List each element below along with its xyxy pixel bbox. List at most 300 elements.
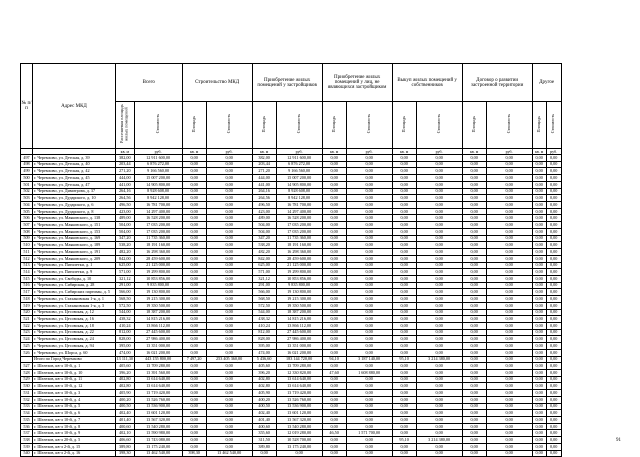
row-value: 0,00: [206, 343, 252, 350]
row-value: 0,00: [206, 155, 252, 162]
row-value: 347,20: [116, 235, 135, 242]
row-value: 0,00: [206, 336, 252, 343]
row-value: 0,00: [416, 262, 462, 269]
header-unit: руб.: [416, 149, 462, 155]
row-value: 0,00: [532, 396, 546, 403]
row-value: 0,00: [532, 336, 546, 343]
row-value: 0,00: [532, 296, 546, 303]
row-value: 0,00: [546, 329, 561, 336]
row-value: 0,00: [322, 390, 346, 397]
row-value: 0,00: [416, 222, 462, 229]
row-value: 504,00: [116, 222, 135, 229]
row-value: 0,00: [392, 423, 416, 430]
row-value: 0,00: [322, 322, 346, 329]
row-value: 0,00: [322, 417, 346, 424]
row-value: 0,00: [392, 155, 416, 162]
row-address: г. Шелехов, кв-л 10-й, д. 10: [33, 370, 116, 377]
row-value: 0,00: [392, 370, 416, 377]
row-value: 0,00: [486, 363, 532, 370]
row-value: 0,00: [486, 181, 532, 188]
row-value: 0,00: [392, 322, 416, 329]
row-value: 0,00: [532, 363, 546, 370]
row-value: 0,00: [546, 423, 561, 430]
row-value: 496,50: [116, 202, 135, 209]
row-value: 17 035 200,00: [276, 228, 322, 235]
row-value: 405,60: [252, 363, 276, 370]
row-value: 0,00: [486, 376, 532, 383]
row-number: 501: [21, 181, 33, 188]
row-value: 16 528 200,00: [134, 215, 182, 222]
row-value: 0,00: [206, 208, 252, 215]
header-unit: кв. м: [116, 149, 135, 155]
row-value: 0,00: [546, 289, 561, 296]
row-value: 0,00: [206, 228, 252, 235]
table-row: [21, 195, 562, 202]
row-value: 8 942 128,00: [134, 195, 182, 202]
row-address: г. Шелехов, кв-л 20-й, д. 5: [33, 437, 116, 444]
row-value: 291,00: [116, 282, 135, 289]
row-value: 21 125 000,00: [276, 262, 322, 269]
row-value: 0,00: [462, 437, 486, 444]
row-value: 0,00: [486, 161, 532, 168]
header-sub-column: [392, 102, 416, 149]
row-value: 0,00: [182, 202, 206, 209]
table-row: [21, 322, 562, 329]
header-sub-label: Площадь: [400, 115, 406, 133]
row-value: 0,00: [416, 336, 462, 343]
header-sub-column: [322, 102, 346, 149]
row-value: 0,00: [416, 249, 462, 256]
row-value: 15 007 200,00: [134, 175, 182, 182]
row-value: 0,00: [392, 376, 416, 383]
row-value: 264,56: [252, 195, 276, 202]
row-value: 0,00: [346, 336, 392, 343]
row-value: 0,00: [416, 430, 462, 437]
row-value: 0,00: [546, 262, 561, 269]
row-value: 0,00: [346, 450, 392, 457]
row-value: 0,00: [182, 275, 206, 282]
row-number: 530: [21, 383, 33, 390]
header-unit: руб.: [346, 149, 392, 155]
row-value: 12 911 600,00: [276, 155, 322, 162]
table-row: [21, 255, 562, 262]
row-value: 402,80: [252, 376, 276, 383]
row-value: 0,00: [206, 376, 252, 383]
row-value: 13 391 560,00: [134, 370, 182, 377]
row-value: 405,90: [252, 390, 276, 397]
row-value: 0,00: [532, 161, 546, 168]
row-value: 15 007 200,00: [276, 175, 322, 182]
table-row: [21, 343, 562, 350]
row-value: 0,00: [322, 443, 346, 450]
row-value: 0,00: [392, 343, 416, 350]
row-value: 0,00: [182, 215, 206, 222]
row-value: 18 387 200,00: [276, 309, 322, 316]
row-value: 0,00: [546, 275, 561, 282]
row-value: 566,00: [252, 289, 276, 296]
row-number: 514: [21, 269, 33, 276]
row-value: 12 911 600,00: [134, 155, 182, 162]
header-group-non-developer: Приобретение жилых помещений у лиц, не являющихся застройщиком: [322, 64, 392, 102]
row-value: 0,00: [322, 161, 346, 168]
row-value: 0,00: [392, 242, 416, 249]
page-number: 91: [616, 438, 621, 443]
row-value: 400,20: [252, 396, 276, 403]
table-row: [21, 215, 562, 222]
header-sub-column: [532, 102, 546, 149]
table-row: [21, 349, 562, 356]
row-value: 0,00: [462, 316, 486, 323]
header-unit: кв. м: [182, 149, 206, 155]
row-value: 0,00: [532, 228, 546, 235]
row-value: 0,00: [462, 275, 486, 282]
table-row: [21, 181, 562, 188]
row-value: 504,00: [252, 228, 276, 235]
row-value: 0,00: [486, 195, 532, 202]
row-value: 0,00: [462, 302, 486, 309]
row-value: 828,00: [252, 336, 276, 343]
row-value: 0,00: [416, 289, 462, 296]
row-address: г. Черемхово, ул. Детская, д. 47: [33, 181, 116, 188]
row-number: 528: [21, 370, 33, 377]
row-value: 0,00: [486, 349, 532, 356]
row-value: 12 019 280,00: [276, 430, 322, 437]
row-value: 0,00: [416, 322, 462, 329]
row-value: 0,00: [486, 262, 532, 269]
row-value: 0,00: [182, 343, 206, 350]
row-value: 1 571 700,00: [346, 430, 392, 437]
row-value: 0,00: [462, 356, 486, 363]
row-value: 0,00: [346, 208, 392, 215]
header-unit: руб.: [486, 149, 532, 155]
row-value: 438,32: [252, 316, 276, 323]
row-value: 0,00: [346, 443, 392, 450]
row-value: 0,00: [182, 390, 206, 397]
row-value: 0,00: [206, 188, 252, 195]
row-value: 0,00: [416, 161, 462, 168]
row-value: 0,00: [532, 443, 546, 450]
row-value: 27 445 600,00: [134, 329, 182, 336]
row-value: 0,00: [392, 349, 416, 356]
row-value: 0,00: [546, 450, 561, 457]
table-row: [21, 376, 562, 383]
row-value: 0,00: [182, 208, 206, 215]
row-value: 203,44: [252, 161, 276, 168]
row-value: 0,00: [182, 322, 206, 329]
row-value: 0,00: [546, 202, 561, 209]
row-value: 0,00: [346, 296, 392, 303]
row-value: 0,00: [392, 181, 416, 188]
row-value: 0,00: [546, 255, 561, 262]
row-address: г. Шелехов, кв-л 10-й, д. 9: [33, 430, 116, 437]
row-value: 8 942 128,00: [276, 195, 322, 202]
row-value: 441,00: [116, 181, 135, 188]
row-value: 0,00: [532, 269, 546, 276]
row-value: 0,00: [546, 316, 561, 323]
row-address: г. Черемхово, ул. Маяковского, д. 138: [33, 215, 116, 222]
row-address: г. Черемхово, ул. Маяковского, д. 209: [33, 255, 116, 262]
row-value: 0,00: [532, 309, 546, 316]
row-address: г. Черемхово, ул. Пятилетки, д. 9: [33, 269, 116, 276]
row-value: 14 905 800,00: [134, 181, 182, 188]
row-value: 0,00: [182, 370, 206, 377]
row-value: 16 528 200,00: [276, 215, 322, 222]
row-value: 0,00: [486, 215, 532, 222]
row-value: 0,00: [532, 262, 546, 269]
row-value: 0,00: [206, 262, 252, 269]
row-value: 17 035 200,00: [276, 222, 322, 229]
table-row: [21, 282, 562, 289]
row-value: 0,00: [392, 396, 416, 403]
row-value: 12 330 820,00: [276, 370, 322, 377]
row-value: 13 462 540,00: [206, 450, 252, 457]
row-value: 0,00: [462, 242, 486, 249]
row-value: 0,00: [546, 383, 561, 390]
row-value: 0,00: [182, 296, 206, 303]
header-group-developer: Приобретение жилых помещений у застройщиков: [252, 64, 322, 102]
row-value: 0,00: [182, 269, 206, 276]
header-sub-label: Площадь: [260, 115, 266, 133]
row-value: 0,00: [416, 275, 462, 282]
row-value: 0,00: [546, 208, 561, 215]
row-value: 0,00: [182, 181, 206, 188]
row-value: 0,00: [462, 450, 486, 457]
row-value: 0,00: [416, 403, 462, 410]
row-value: 13 709 280,00: [134, 363, 182, 370]
row-value: 625,00: [116, 262, 135, 269]
row-value: 13 111,30: [116, 356, 134, 362]
row-value: 264,16: [252, 188, 276, 195]
header-sub-label: Стоимость: [295, 114, 301, 134]
row-value: 0,00: [182, 188, 206, 195]
row-value: 0,00: [462, 215, 486, 222]
row-value: 13 540 280,00: [276, 423, 322, 430]
row-value: 321,12: [116, 275, 135, 282]
row-value: 0,00: [322, 403, 346, 410]
row-value: 0,00: [346, 363, 392, 370]
row-value: 0,00: [486, 390, 532, 397]
row-value: 0,00: [346, 202, 392, 209]
row-number: 520: [21, 309, 33, 316]
header-group-other: Другое: [532, 64, 561, 102]
row-value: 0,00: [462, 161, 486, 168]
row-value: 13 567 320,00: [276, 417, 322, 424]
row-value: 0,00: [416, 309, 462, 316]
row-value: 0,00: [546, 410, 561, 417]
header-group-buyout: Выкуп жилых помещений у собственников: [392, 64, 462, 102]
row-value: 0,00: [346, 188, 392, 195]
row-value: 16 781 700,00: [134, 202, 182, 209]
row-value: 0,00: [206, 222, 252, 229]
row-value: 444,00: [252, 175, 276, 182]
row-value: 0,00: [546, 235, 561, 242]
row-value: 0,00: [322, 363, 346, 370]
row-value: 0,00: [546, 296, 561, 303]
row-value: 0,00: [462, 349, 486, 356]
row-value: 0,00: [532, 255, 546, 262]
row-value: 0,00: [462, 289, 486, 296]
row-value: 0,00: [416, 175, 462, 182]
row-value: 572,50: [252, 302, 276, 309]
row-value: 571,00: [252, 269, 276, 276]
row-value: 0,00: [322, 289, 346, 296]
row-value: 0,00: [206, 195, 252, 202]
row-value: 828,00: [116, 336, 135, 343]
row-value: 0,00: [182, 161, 206, 168]
row-value: 0,00: [182, 222, 206, 229]
row-value: 14 297 400,00: [276, 208, 322, 215]
row-value: 0,00: [346, 275, 392, 282]
row-value: 0,00: [206, 383, 252, 390]
row-value: 0,00: [486, 309, 532, 316]
row-value: 0,00: [532, 316, 546, 323]
row-value: 0,00: [346, 175, 392, 182]
row-value: 0,00: [416, 269, 462, 276]
row-value: 0,00: [276, 450, 322, 457]
row-value: 0,00: [546, 282, 561, 289]
row-value: 0,00: [346, 235, 392, 242]
row-value: 0,00: [546, 390, 561, 397]
row-value: 0,00: [546, 396, 561, 403]
row-value: 0,00: [486, 208, 532, 215]
row-value: 402,80: [116, 376, 135, 383]
row-value: 0,00: [392, 168, 416, 175]
row-value: 0,00: [462, 208, 486, 215]
row-value: 0,00: [416, 370, 462, 377]
row-value: 410,24: [252, 322, 276, 329]
row-value: 0,00: [346, 396, 392, 403]
row-value: 0,00: [486, 296, 532, 303]
row-value: 3 214 380,00: [416, 356, 462, 363]
row-value: 0,00: [182, 417, 206, 424]
row-value: 0,00: [546, 188, 561, 195]
row-value: 27 986 400,00: [276, 336, 322, 343]
row-number: 512: [21, 255, 33, 262]
row-address: г. Черемхово, ул. Цесовская, д. 16: [33, 316, 116, 323]
row-value: 16 298 360,00: [134, 249, 182, 256]
table-row: [21, 208, 562, 215]
row-value: 474,00: [116, 349, 135, 356]
row-value: 444,00: [116, 175, 135, 182]
row-value: 0,00: [416, 181, 462, 188]
row-value: 401,40: [116, 417, 135, 424]
row-value: 0,00: [392, 269, 416, 276]
row-value: 0,00: [346, 329, 392, 336]
header-sub-column: [252, 102, 276, 149]
row-value: 0,00: [546, 155, 561, 162]
row-number: [21, 356, 33, 363]
row-value: 0,00: [392, 235, 416, 242]
row-value: 0,00: [546, 161, 561, 168]
row-number: 505: [21, 208, 33, 215]
row-number: 497: [21, 155, 33, 162]
row-value: 0,00: [462, 417, 486, 424]
header-sub-column: [206, 102, 252, 149]
row-value: 0,00: [392, 195, 416, 202]
row-value: 0,00: [486, 410, 532, 417]
row-value: 400,20: [116, 396, 135, 403]
row-value: 0,00: [486, 302, 532, 309]
row-value: 0,00: [462, 390, 486, 397]
row-value: 13 866 112,00: [276, 322, 322, 329]
row-value: 568,50: [116, 296, 135, 303]
row-value: 0,00: [532, 155, 546, 162]
row-value: 0,00: [392, 430, 416, 437]
row-value: 0,00: [206, 296, 252, 303]
row-value: 0,00: [546, 228, 561, 235]
row-number: 526: [21, 349, 33, 356]
table-row: [21, 430, 562, 437]
row-value: 0,00: [416, 363, 462, 370]
row-value: 0,00: [532, 390, 546, 397]
row-value: 0,00: [462, 423, 486, 430]
row-value: 0,00: [532, 302, 546, 309]
row-value: 0,00: [462, 370, 486, 377]
row-value: 382,00: [116, 155, 135, 162]
row-number: 507: [21, 222, 33, 229]
row-value: 0,00: [532, 376, 546, 383]
row-value: 0,00: [546, 222, 561, 229]
row-address: г. Шелехов, кв-л 2-й, д. 16: [33, 450, 116, 457]
row-number: 539: [21, 443, 33, 450]
table-row: [21, 235, 562, 242]
relocation-table: [20, 63, 562, 457]
row-value: 0,00: [206, 390, 252, 397]
row-value: 0,00: [416, 343, 462, 350]
row-number: 535: [21, 417, 33, 424]
row-value: 0,00: [392, 443, 416, 450]
row-value: 19 350 500,00: [134, 302, 182, 309]
row-address: г. Черемхово, ул. Маяковского, д. 191: [33, 249, 116, 256]
row-value: 0,00: [546, 417, 561, 424]
row-value: 0,00: [182, 443, 206, 450]
table-row: [21, 336, 562, 343]
row-value: 14 815 216,00: [276, 316, 322, 323]
table-body: [21, 155, 562, 457]
row-value: 389,80: [252, 443, 276, 450]
row-value: 0,00: [322, 168, 346, 175]
row-value: 0,00: [346, 403, 392, 410]
row-value: 0,00: [462, 443, 486, 450]
row-value: 14 297 400,00: [134, 208, 182, 215]
row-value: 14 815 216,00: [134, 316, 182, 323]
table-row: [21, 403, 562, 410]
row-value: 0,00: [486, 242, 532, 249]
row-value: 0,00: [392, 228, 416, 235]
table-row: [21, 443, 562, 450]
row-value: 0,00: [206, 161, 252, 168]
header-unit: кв. м: [462, 149, 486, 155]
header-sub-label: Стоимость: [550, 114, 556, 134]
row-value: 400,60: [116, 423, 135, 430]
row-value: 0,00: [346, 168, 392, 175]
row-value: 0,00: [462, 282, 486, 289]
row-value: 0,00: [416, 202, 462, 209]
row-address: г. Шелехов, кв-л 10-й, д. 5: [33, 403, 116, 410]
row-value: 13 175 240,00: [276, 443, 322, 450]
row-value: 0,00: [416, 155, 462, 162]
row-value: 0,00: [532, 275, 546, 282]
row-number: 500: [21, 175, 33, 182]
row-value: 0,00: [486, 443, 532, 450]
row-value: 13 462 540,00: [134, 450, 182, 457]
table-row: [21, 302, 562, 309]
row-value: 0,00: [416, 168, 462, 175]
row-value: 19 299 800,00: [276, 269, 322, 276]
table-row: [21, 161, 562, 168]
row-value: 13 526 760,00: [134, 396, 182, 403]
row-value: 0,00: [322, 343, 346, 350]
